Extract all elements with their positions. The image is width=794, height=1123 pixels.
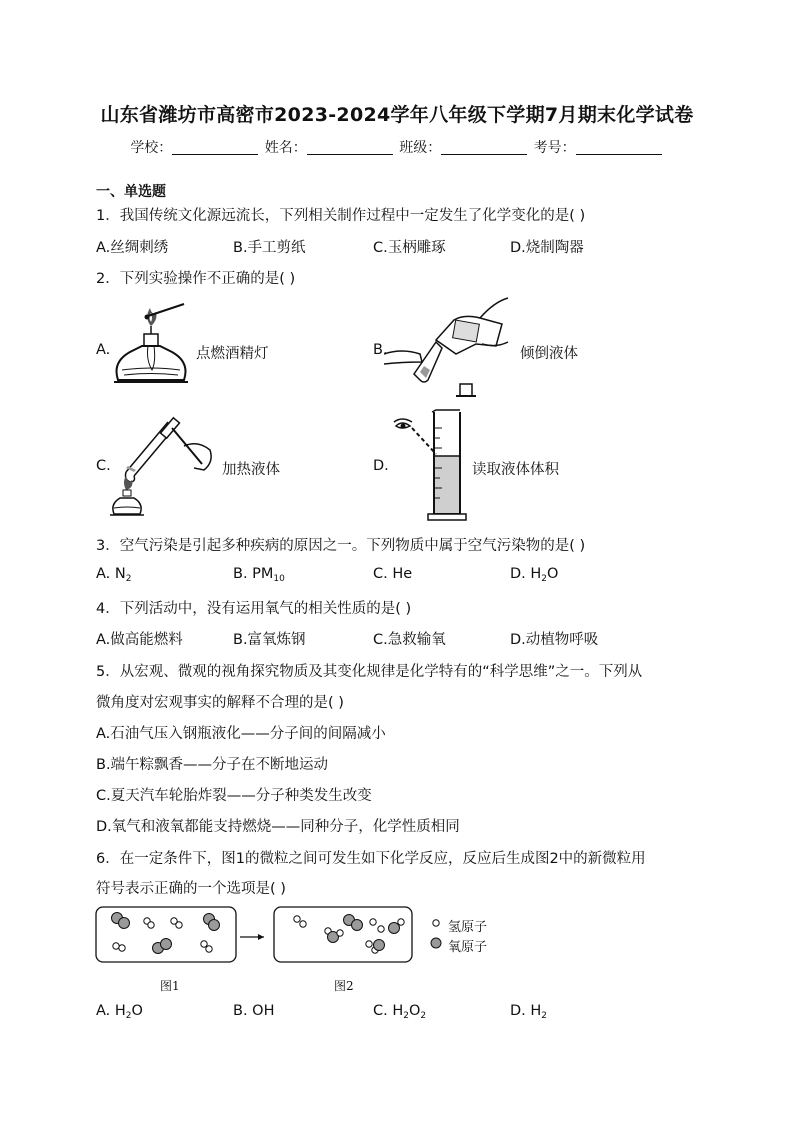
school-blank[interactable] xyxy=(172,140,258,155)
student-info-line xyxy=(0,137,794,157)
q2-option-b-letter[interactable]: B. xyxy=(373,342,388,358)
legend-oxygen-label: 氧原子 xyxy=(448,940,488,955)
q2-option-b-label: 倾倒液体 xyxy=(520,346,578,362)
q4-option-d[interactable]: D.动植物呼吸 xyxy=(510,632,599,648)
q4-option-a[interactable]: A.做高能燃料 xyxy=(96,632,183,648)
q6-option-a[interactable]: A. $H_2O$ xyxy=(96,1003,143,1021)
q5-option-d[interactable]: D.氧气和液氧都能支持燃烧——同种分子，化学性质相同 xyxy=(96,819,460,835)
q2-option-c-letter[interactable]: C. xyxy=(96,458,111,474)
q1-option-d[interactable]: D.烧制陶器 xyxy=(510,240,584,256)
q5-option-a[interactable]: A.石油气压入钢瓶液化——分子间的间隔减小 xyxy=(96,726,386,742)
q6-stem-line2: 符号表示正确的一个选项是( ) xyxy=(96,881,286,897)
q3-option-b[interactable]: B. $PM_{10}$ xyxy=(233,566,285,584)
q3-stem: 3．空气污染是引起多种疾病的原因之一。下列物质中属于空气污染物的是( ) xyxy=(96,538,586,554)
q3-option-d[interactable]: D. $H_2O$ xyxy=(510,566,559,584)
exam-no-blank[interactable] xyxy=(576,140,662,155)
q4-option-c[interactable]: C.急救输氧 xyxy=(373,632,446,648)
alcohol-lamp-lighting-figure xyxy=(108,300,194,395)
q1-option-b[interactable]: B.手工剪纸 xyxy=(233,240,306,256)
name-label: 姓名： xyxy=(264,140,307,156)
reading-volume-figure xyxy=(390,408,470,523)
figure1-caption: 图1 xyxy=(160,979,180,993)
q4-option-b[interactable]: B.富氧炼钢 xyxy=(233,632,306,648)
q2-option-a-letter[interactable]: A. xyxy=(96,342,111,358)
q6-option-d[interactable]: D. $H_2$ xyxy=(510,1003,548,1021)
page-title: 山东省潍坊市高密市2023-2024学年八年级下学期7月期末化学试卷 xyxy=(100,104,694,126)
reaction-particles-figure xyxy=(94,904,424,966)
exam-no-label: 考号： xyxy=(533,140,576,156)
q6-stem-line1: 6．在一定条件下，图1的微粒之间可发生如下化学反应，反应后生成图2中的新微粒用 xyxy=(96,851,646,867)
q5-stem-line2: 微角度对宏观事实的解释不合理的是( ) xyxy=(96,695,344,711)
name-blank[interactable] xyxy=(307,140,393,155)
section-heading: 一、单选题 xyxy=(96,184,166,200)
q2-option-d-letter[interactable]: D. xyxy=(373,458,389,474)
oxygen-atom-icon xyxy=(431,938,441,948)
q2-option-a-label: 点燃酒精灯 xyxy=(196,346,269,362)
figure2-caption: 图2 xyxy=(334,979,354,993)
q5-option-c[interactable]: C.夏天汽车轮胎炸裂——分子种类发生改变 xyxy=(96,788,372,804)
class-blank[interactable] xyxy=(441,140,527,155)
q1-option-c[interactable]: C.玉柄雕琢 xyxy=(373,240,446,256)
atom-legend-icons xyxy=(430,916,444,954)
q1-stem: 1．我国传统文化源远流长，下列相关制作过程中一定发生了化学变化的是( ) xyxy=(96,208,586,224)
class-label: 班级： xyxy=(399,140,442,156)
legend-hydrogen-label: 氢原子 xyxy=(448,920,488,935)
q5-option-b[interactable]: B.端午粽飘香——分子在不断地运动 xyxy=(96,757,329,773)
q3-option-a[interactable]: A. $N_2$ xyxy=(96,566,132,584)
q3-option-c[interactable]: C. He xyxy=(373,566,413,582)
q5-stem-line1: 5．从宏观、微观的视角探究物质及其变化规律是化学特有的“科学思维”之一。下列从 xyxy=(96,664,643,680)
school-label: 学校： xyxy=(130,140,173,156)
q2-option-d-label: 读取液体体积 xyxy=(472,462,559,478)
q2-option-c-label: 加热液体 xyxy=(222,462,280,478)
heating-liquid-figure xyxy=(106,410,216,520)
q1-option-a[interactable]: A.丝绸刺绣 xyxy=(96,240,169,256)
hydrogen-atom-icon xyxy=(433,920,439,926)
q6-option-b[interactable]: B. OH xyxy=(233,1003,275,1019)
q6-option-c[interactable]: C. $H_2O_2$ xyxy=(373,1003,427,1021)
q4-stem: 4．下列活动中，没有运用氧气的相关性质的是( ) xyxy=(96,601,412,617)
pouring-liquid-figure xyxy=(384,292,514,402)
q2-stem: 2．下列实验操作不正确的是( ) xyxy=(96,271,296,287)
